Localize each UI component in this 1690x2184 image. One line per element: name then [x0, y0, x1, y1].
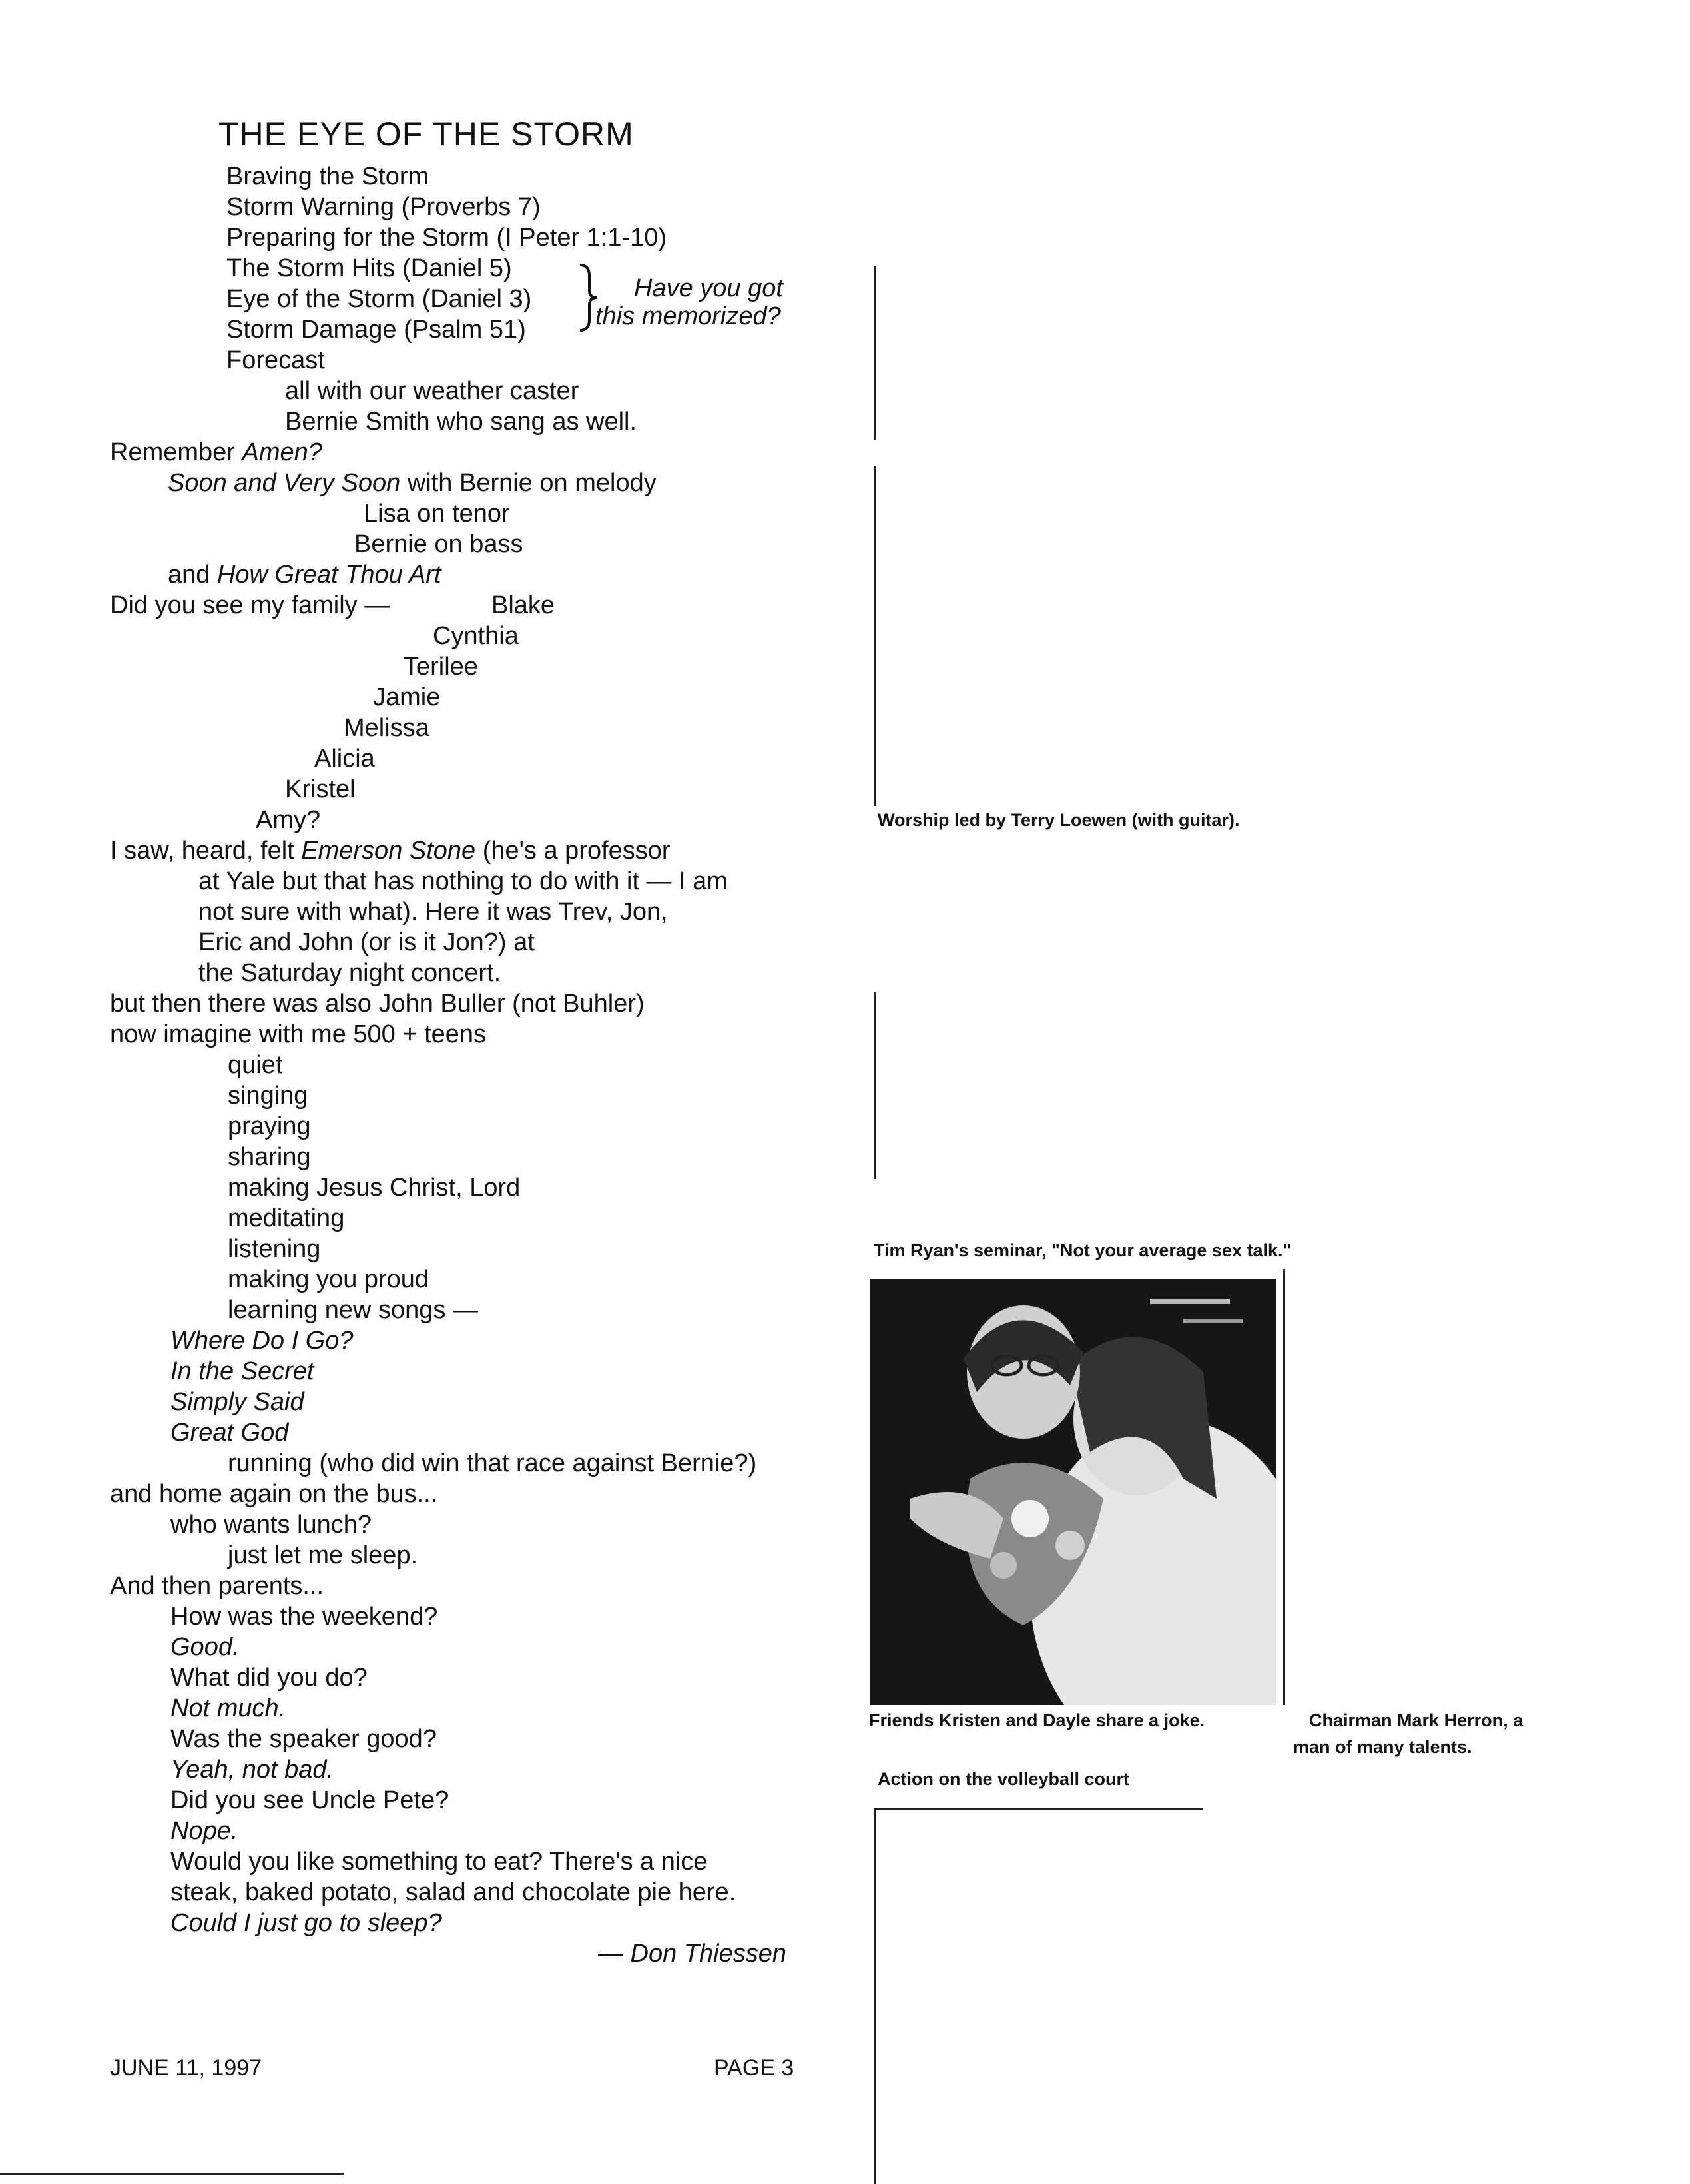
forecast-line: all with our weather caster — [285, 377, 579, 405]
song-title: Where Do I Go? — [170, 1327, 354, 1355]
friends-photo — [870, 1279, 1276, 1705]
brace-note: Have you got — [634, 274, 783, 302]
saw-line: at Yale but that has nothing to do with it — I am — [198, 867, 728, 895]
family-name: Blake — [491, 591, 555, 619]
program-item: Eye of the Storm (Daniel 3) — [226, 285, 532, 313]
caption-seminar: Tim Ryan's seminar, "Not your average sex talk." — [874, 1240, 1292, 1260]
forecast-line: Bernie Smith who sang as well. — [285, 408, 637, 436]
activity-item: making Jesus Christ, Lord — [228, 1174, 521, 1202]
lunch-line: who wants lunch? — [170, 1511, 372, 1539]
family-name: Melissa — [344, 714, 429, 742]
song-title: Great God — [170, 1419, 289, 1447]
saw-line: Eric and John (or is it Jon?) at — [198, 928, 535, 956]
buller-line: but then there was also John Buller (not Buhler) — [110, 990, 645, 1018]
activity-item: sharing — [228, 1143, 311, 1171]
article-title: THE EYE OF THE STORM — [218, 115, 634, 153]
activity-item: praying — [228, 1112, 311, 1140]
dialogue-line: Not much. — [170, 1694, 286, 1722]
caption-friends: Friends Kristen and Dayle share a joke. — [869, 1710, 1205, 1730]
song-title: Simply Said — [170, 1388, 304, 1416]
dialogue-line: Could I just go to sleep? — [170, 1909, 442, 1937]
saw-line: I saw, heard, felt Emerson Stone (he's a professor — [110, 837, 671, 865]
photo-frame-rule — [874, 992, 876, 1179]
program-item: Storm Warning (Proverbs 7) — [226, 193, 541, 221]
family-name: Terilee — [404, 653, 478, 681]
dialogue-line: Good. — [170, 1633, 240, 1661]
remember-line: Remember Amen? — [110, 438, 322, 466]
photo-frame-rule — [874, 466, 876, 806]
caption-chairman: Chairman Mark Herron, a — [1309, 1710, 1524, 1730]
parents-line: And then parents... — [110, 1572, 324, 1600]
program-item: Storm Damage (Psalm 51) — [226, 316, 526, 344]
brace-note: this memorized? — [595, 302, 781, 330]
song-title: In the Secret — [170, 1357, 314, 1385]
program-item: Forecast — [226, 346, 325, 374]
family-name: Alicia — [314, 745, 375, 773]
family-name: Amy? — [256, 806, 321, 834]
program-item: The Storm Hits (Daniel 5) — [226, 254, 512, 282]
activity-item: listening — [228, 1235, 321, 1263]
caption-volleyball: Action on the volleyball court — [878, 1769, 1130, 1789]
photo-frame-rule — [874, 266, 876, 440]
activity-item: singing — [228, 1082, 308, 1110]
footer-rule — [0, 2173, 344, 2175]
how-great-line: and How Great Thou Art — [168, 561, 441, 589]
saw-line: not sure with what). Here it was Trev, Jon, — [198, 898, 668, 926]
imagine-line: now imagine with me 500 + teens — [110, 1020, 487, 1048]
dialogue-line: Would you like something to eat? There's a nice — [170, 1848, 708, 1876]
family-name: Kristel — [285, 775, 356, 803]
activity-item: quiet — [228, 1051, 283, 1079]
program-item: Braving the Storm — [226, 163, 429, 190]
caption-chairman: man of many talents. — [1293, 1737, 1472, 1757]
saw-line: the Saturday night concert. — [198, 959, 501, 987]
bernie-bass-line: Bernie on bass — [354, 530, 523, 558]
sleep-line: just let me sleep. — [228, 1541, 418, 1569]
caption-worship: Worship led by Terry Loewen (with guitar). — [878, 810, 1240, 830]
home-line: and home again on the bus... — [110, 1480, 438, 1508]
footer-date: JUNE 11, 1997 — [110, 2055, 262, 2081]
dialogue-line: steak, baked potato, salad and chocolate pie here. — [170, 1878, 736, 1906]
dialogue-line: Yeah, not bad. — [170, 1756, 334, 1784]
program-item: Preparing for the Storm (I Peter 1:1-10) — [226, 224, 667, 252]
family-name: Cynthia — [433, 622, 519, 650]
family-intro: Did you see my family — — [110, 591, 390, 619]
family-name: Jamie — [373, 683, 441, 711]
author-signature: — Don Thiessen — [598, 1940, 787, 1968]
photo-frame-rule — [874, 1808, 876, 2184]
dialogue-line: What did you do? — [170, 1664, 368, 1692]
lisa-line: Lisa on tenor — [364, 500, 510, 528]
dialogue-line: Nope. — [170, 1817, 238, 1845]
activity-item: making you proud — [228, 1266, 429, 1293]
photo-frame-rule — [874, 1808, 1203, 1810]
dialogue-line: Did you see Uncle Pete? — [170, 1786, 449, 1814]
activity-item: learning new songs — — [228, 1296, 478, 1324]
running-line: running (who did win that race against Bernie?) — [228, 1449, 757, 1477]
footer-page: PAGE 3 — [714, 2055, 794, 2081]
soon-line: Soon and Very Soon with Bernie on melody — [168, 469, 657, 497]
dialogue-line: How was the weekend? — [170, 1603, 438, 1631]
photo-frame-rule — [1283, 1269, 1285, 1705]
dialogue-line: Was the speaker good? — [170, 1725, 437, 1753]
activity-item: meditating — [228, 1204, 345, 1232]
